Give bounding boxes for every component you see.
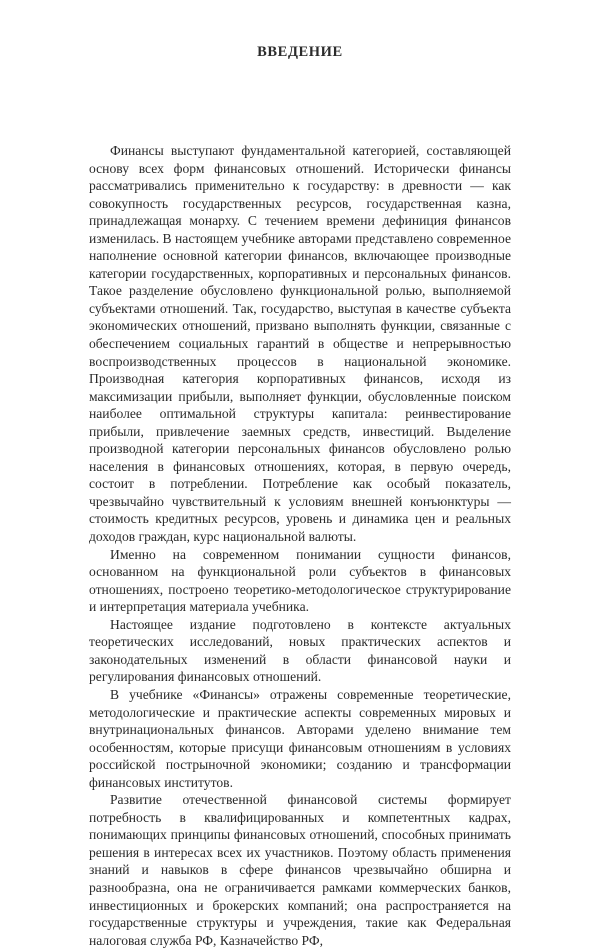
paragraph: Именно на современном понимании сущности финансов, основанном на функциональной роли субъектов в финансовых отношениях, построено теоретико-методологическое структурирование и интерпретация материала учебника. [89, 546, 511, 615]
paragraph: Развитие отечественной финансовой системы формирует потребность в квалифицированных и компетентных кадрах, понимающих принципы финансовых отношений, способных принимать решения в интересах всех их участников. Поэтому область применения знаний и навыков в сфере финансов чрезвычайно обширна и разнообразна, она не ограничивается рамками коммерческих банков, инвестиционных и брокерских компаний; она распространяется на государственные структуры и учреждения, такие как Федеральная налоговая служба РФ, Казначейство РФ, [89, 792, 511, 948]
body-text [89, 142, 511, 949]
paragraph: В учебнике «Финансы» отражены современные теоретические, методологические и практические аспекты современных мировых и внутринациональных финансов. Авторами уделено внимание тем особенностям, которые присущи финансовым отношениям в условиях российской пострыночной экономики; созданию и трансформации финансовых институтов. [89, 686, 511, 790]
paragraph: Настоящее издание подготовлено в контексте актуальных теоретических исследований, новых практических аспектов и законодательных изменений в области финансовой науки и регулирования финансовых отношений. [89, 616, 511, 685]
page-title: ВВЕДЕНИЕ [257, 44, 343, 60]
paragraph: Финансы выступают фундаментальной категорией, составляющей основу всех форм финансовых отношений. Исторически финансы рассматривались применительно к государству: в древности — как совокупность государственных ресурсов, государственная казна, принадлежащая монарху. С течением времени дефиниция финансов изменилась. В настоящем учебнике авторами представлено современное наполнение основной категории финансов, включающее производные категории государственных, корпоративных и персональных финансов. Такое разделение обусловлено функциональной ролью, выполняемой субъектами отношений. Так, государство, выступая в качестве субъекта экономических отношений, призвано выполнять функции, связанные с обеспечением социальных гарантий в обществе и непрерывностью воспроизводственных процессов в национальной экономике. Производная категория корпоративных финансов, исходя из максимизации прибыли, выполняет функции, обусловленные поиском наиболее оптимальной структуры капитала: реинвестирование прибыли, привлечение заемных средств, инвестиций. Выделение производной категории персональных финансов обусловлено ролью населения в финансовых отношениях, которая, в первую очередь, состоит в потреблении. Потребление как особый показатель, чрезвычайно чувствительный к условиям внешней конъюнктуры — стоимость кредитных ресурсов, уровень и динамика цен и реальных доходов граждан, курс национальной валюты. [89, 143, 511, 545]
